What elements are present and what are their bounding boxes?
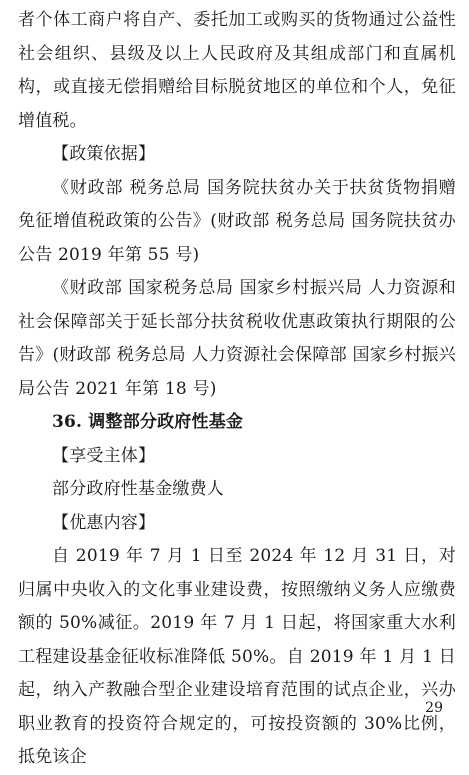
policy-basis-item-2: 《财政部 国家税务总局 国家乡村振兴局 人力资源和社会保障部关于延长部分扶贫税收优惠政策执行期限的公告》(财政部 税务总局 人力资源社会保障部 国家乡村振兴局公告 2021 年第 18 号) [18, 278, 456, 399]
section-heading: 36. 调整部分政府性基金 [52, 412, 244, 432]
beneficiary-text: 部分政府性基金缴费人 [52, 479, 224, 499]
policy-basis-label: 【政策依据】 [52, 144, 156, 164]
beneficiary-label: 【享受主体】 [52, 445, 156, 466]
preferential-content-label: 【优惠内容】 [52, 512, 156, 533]
policy-basis-item-1: 《财政部 税务总局 国务院扶贫办关于扶贫货物捐赠免征增值税政策的公告》(财政部 税务总局 国务院扶贫办公告 2019 年第 55 号) [18, 177, 456, 265]
paragraph-continued: 者个体工商户将自产、委托加工或购买的货物通过公益性社会组织、县级及以上人民政府及其组成部门和直属机构，或直接无偿捐赠给目标脱贫地区的单位和个人，免征增值税。 [18, 10, 456, 131]
preferential-content-text: 自 2019 年 7 月 1 日至 2024 年 12 月 31 日，对归属中央收入的文化事业建设费，按照缴纳义务人应缴费额的 50%减征。2019 年 7 月 1 日起，将国家重大水利工程建设基金征收标准降低 50%。自 2019 年 1 月 1 日起，纳入产教融合型企业建设培育范围的试点企业，兴办职业教育的投资符合规定的，可按投资额的 30%比例，抵免该企 [18, 546, 456, 767]
document-page [18, 4, 456, 775]
page-number: 29 [425, 700, 443, 716]
